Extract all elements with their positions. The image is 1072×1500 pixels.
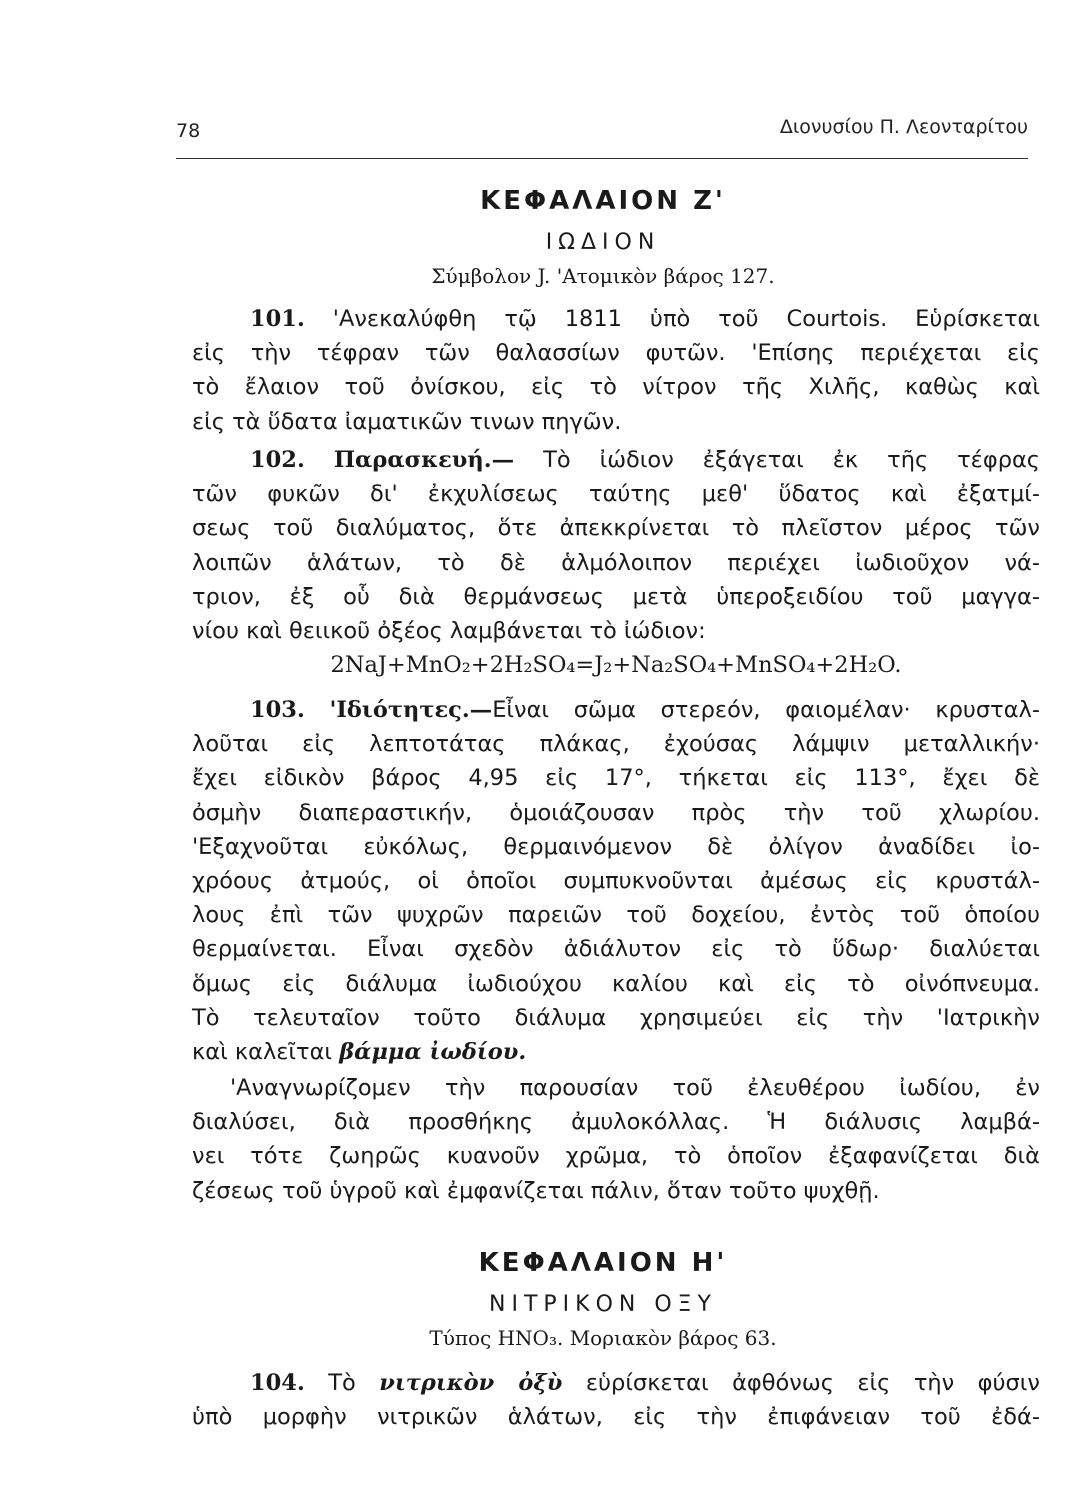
chapter-z-meta: Σύμβολον J. 'Ατομικὸν βάρος 127. <box>431 264 775 288</box>
paragraph-line <box>192 302 1040 336</box>
emphasized-term: νιτρικὸν ὀξὺ <box>379 1370 563 1396</box>
paragraph-number: 103. <box>250 697 305 723</box>
paragraph-number: 101. <box>250 306 305 332</box>
paragraph-line: ὑπὸ μορφὴν νιτρικῶν ἁλάτων, εἰς τὴν ἐπιφάνειαν τοῦ ἐδά- <box>192 1404 1040 1431</box>
paragraph-103-continued <box>192 1071 1040 1208</box>
paragraph-line: θερμαίνεται. Εἶναι σχεδὸν ἀδιάλυτον εἰς τὸ ὕδωρ· διαλύεται <box>192 936 1040 963</box>
paragraph-line: 'Εξαχνοῦται εὐκόλως, θερμαινόμενον δὲ ὀλίγον ἀναδίδει ἰο- <box>192 833 1040 860</box>
page-number: 78 <box>176 120 201 142</box>
paragraph-line: τῶν φυκῶν δι' ἐκχυλίσεως ταύτης μεθ' ὕδατος καὶ ἐξατμί- <box>192 481 1040 508</box>
header-rule <box>176 158 1028 159</box>
paragraph-line: ὅμως εἰς διάλυμα ἰωδιούχου καλίου καὶ εἰς τὸ οἰνόπνευμα. <box>192 970 1040 997</box>
paragraph-line: εἰς τὰ ὕδατα ἰαματικῶν τινων πηγῶν. <box>192 408 622 435</box>
paragraph-101 <box>192 302 1040 439</box>
paragraph-104 <box>192 1366 1040 1434</box>
paragraph-line: λοιπῶν ἁλάτων, τὸ δὲ ἁλμόλοιπον περιέχει ἰωδιοῦχον νά- <box>192 549 1040 576</box>
line-text: 'Ανεκαλύφθη τῷ 1811 ὑπὸ τοῦ Courtois. Εὑρίσκεται <box>332 306 1040 332</box>
paragraph-heading: 'Ιδιότητες.— <box>329 697 493 723</box>
paragraph-heading: Παρασκευή.— <box>333 447 515 473</box>
paragraph-line: σεως τοῦ διαλύματος, ὅτε ἀπεκκρίνεται τὸ πλεῖστον μέρος τῶν <box>192 515 1040 542</box>
paragraph-line: ἔχει εἰδικὸν βάρος 4,95 εἰς 17°, τήκεται εἰς 113°, ἔχει δὲ <box>192 765 1040 792</box>
paragraph-line <box>192 443 1040 477</box>
paragraph-line: 'Αναγνωρίζομεν τὴν παρουσίαν τοῦ ἐλευθέρου ἰωδίου, ἐν <box>230 1075 1040 1101</box>
paragraph-line: ζέσεως τοῦ ὑγροῦ καὶ ἐμφανίζεται πάλιν, ὅταν τοῦτο ψυχθῇ. <box>192 1177 880 1204</box>
paragraph-number: 104. <box>250 1370 305 1396</box>
paragraph-line: τριον, ἐξ οὗ διὰ θερμάνσεως μετὰ ὑπεροξειδίου τοῦ μαγγα- <box>192 583 1040 610</box>
page-header <box>176 116 1028 146</box>
chemical-equation: 2NaJ+MnO₂+2H₂SO₄=J₂+Na₂SO₄+MnSO₄+2H₂O. <box>330 652 902 679</box>
paragraph-line: νίου καὶ θειικοῦ ὀξέος λαμβάνεται τὸ ἰώδιον: <box>192 617 706 644</box>
paragraph-line <box>192 693 1040 727</box>
paragraph-line: λοῦται εἰς λεπτοτάτας πλάκας, ἐχούσας λάμψιν μεταλλικήν· <box>192 731 1040 758</box>
line-text: εὑρίσκεται ἀφθόνως εἰς τὴν φύσιν <box>562 1370 1040 1396</box>
paragraph-line: λους ἐπὶ τῶν ψυχρῶν παρειῶν τοῦ δοχείου, ἐντὸς τοῦ ὁποίου <box>192 902 1040 929</box>
paragraph-line: χρόους ἀτμούς, οἱ ὁποῖοι συμπυκνοῦνται ἀμέσως εἰς κρυστάλ- <box>192 867 1040 894</box>
paragraph-line: ὀσμὴν διαπεραστικήν, ὁμοιάζουσαν πρὸς τὴν τοῦ χλωρίου. <box>192 799 1040 826</box>
chapter-z-subtitle: ΙΩΔΙΟΝ <box>545 230 661 255</box>
line-text: καὶ καλεῖται <box>192 1038 340 1065</box>
paragraph-line <box>192 1366 1040 1400</box>
paragraph-line: τὸ ἔλαιον τοῦ ὀνίσκου, εἰς τὸ νίτρον τῆς Χιλῆς, καθὼς καὶ <box>192 374 1040 401</box>
paragraph-line <box>192 1035 1040 1069</box>
chapter-h-meta: Τύπος HNO₃. Μοριακὸν βάρος 63. <box>429 1326 777 1350</box>
paragraph-line: Τὸ τελευταῖον τοῦτο διάλυμα χρησιμεύει εἰς τὴν 'Ιατρικὴν <box>192 1004 1040 1031</box>
running-head-author: Διονυσίου Π. Λεονταρίτου <box>779 116 1028 138</box>
emphasized-term: βάμμα ἰωδίου. <box>339 1038 527 1065</box>
paragraph-number: 102. <box>250 447 305 473</box>
chapter-z-title: ΚΕΦΑΛΑΙΟΝ Ζ' <box>480 186 726 216</box>
paragraph-line: νει τότε ζωηρῶς κυανοῦν χρῶμα, τὸ ὁποῖον ἐξαφανίζεται διὰ <box>192 1143 1040 1170</box>
line-text: Εἶναι σῶμα στερεόν, φαιομέλαν· κρυσταλ- <box>492 697 1040 723</box>
line-text: Τὸ ἰώδιον ἐξάγεται ἐκ τῆς τέφρας <box>543 447 1041 473</box>
line-text: Τὸ <box>328 1370 380 1396</box>
paragraph-line: εἰς τὴν τέφραν τῶν θαλασσίων φυτῶν. 'Επίσης περιέχεται εἰς <box>192 340 1040 367</box>
paragraph-line: διαλύσει, διὰ προσθήκης ἀμυλοκόλλας. Ἡ διάλυσις λαμβά- <box>192 1109 1040 1136</box>
chapter-h-title: ΚΕΦΑΛΑΙΟΝ Η' <box>478 1248 728 1278</box>
paragraph-102 <box>192 443 1040 682</box>
paragraph-103 <box>192 693 1040 1069</box>
chapter-h-subtitle: ΝΙΤΡΙΚΟΝ ΟΞΥ <box>489 1292 717 1317</box>
